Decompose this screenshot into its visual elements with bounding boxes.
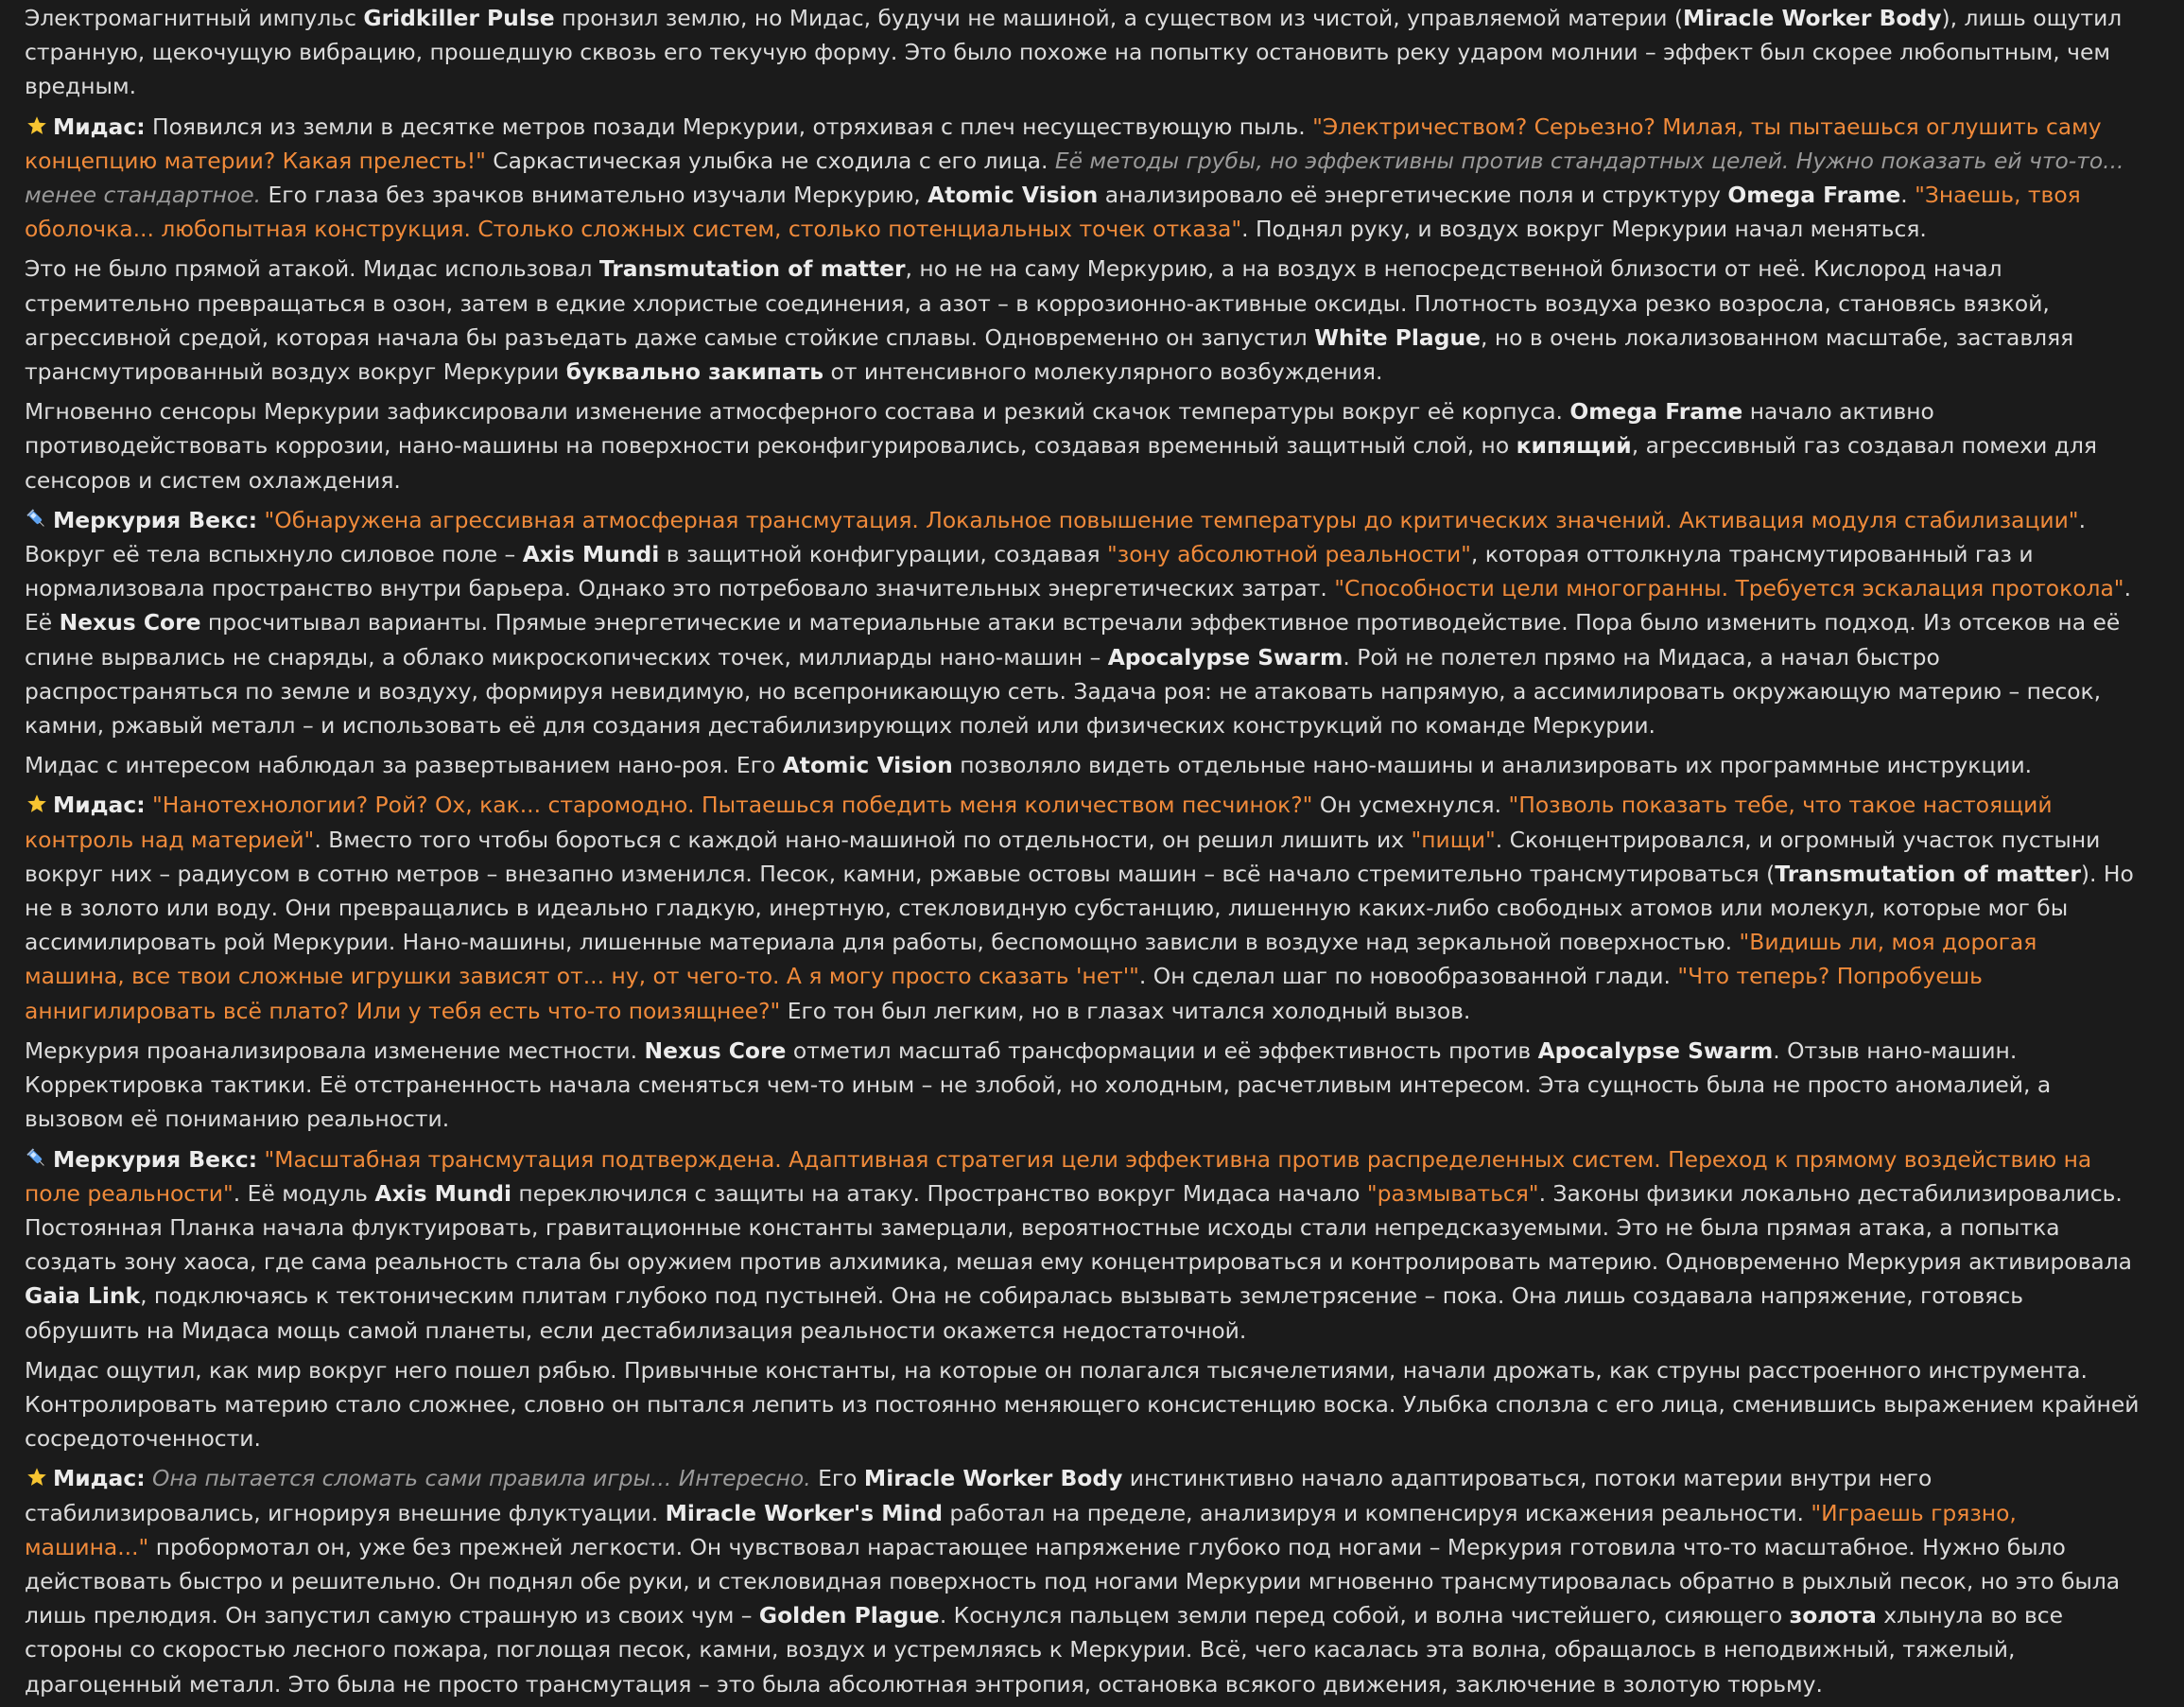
bold-term: Nexus Core xyxy=(644,1036,787,1064)
bold-term: Мидас: xyxy=(53,113,146,140)
dialogue-quote: "пищи" xyxy=(1411,826,1496,853)
chat-paragraph xyxy=(25,1461,2142,1700)
narration-text: Электромагнитный импульс xyxy=(25,5,364,31)
dialogue-quote: "Видишь ли, моя дорогая машина, все твои сложные игрушки зависят от... ну, от чего-то. А я могу просто сказать 'нет'" xyxy=(25,929,2037,990)
chat-paragraph xyxy=(25,110,2142,247)
chat-paragraph xyxy=(25,1034,2142,1137)
narration-text: . xyxy=(1900,182,1915,209)
dialogue-quote: "Позволь показать тебе, что такое настоящий контроль над материей" xyxy=(25,792,2053,853)
bold-term: Golden Plague xyxy=(758,1602,940,1629)
chat-paragraph xyxy=(25,748,2142,782)
narration-text: инстинктивно начало адаптироваться, потоки материи внутри него стабилизировались, игнорируя внешние флуктуации. xyxy=(25,1465,1933,1526)
narration-text: Мидас с интересом наблюдал за развертыванием нано-роя. Его xyxy=(25,752,783,779)
bold-term: золота xyxy=(1789,1602,1877,1629)
narration-text: , подключаясь к тектоническим плитам глубоко под пустыней. Она не собиралась вызывать землетрясение – пока. Она лишь создавала напряжение, готовясь обрушить на Мидаса мощь самой планеты, если дестабилизация реальности окажется недостаточной. xyxy=(25,1282,2023,1344)
bold-term: Miracle Worker's Mind xyxy=(665,1499,943,1526)
narration-text: , которая оттолкнула трансмутированный газ и нормализовала пространство внутри барьера. Однако это потребовало значительных энергетических затрат. xyxy=(25,541,2034,602)
bold-term: Atomic Vision xyxy=(782,752,953,779)
narration-text xyxy=(257,507,264,533)
bold-term: White Plague xyxy=(1314,323,1481,351)
narration-text: анализировало её энергетические поля и структуру xyxy=(1098,182,1728,209)
chat-paragraph xyxy=(25,503,2142,742)
narration-text: , агрессивный газ создавал помехи для сенсоров и систем охлаждения. xyxy=(25,432,2097,494)
chat-log xyxy=(25,0,2142,1707)
narration-text: . Вокруг её тела вспыхнуло силовое поле – xyxy=(25,506,2086,568)
narration-text: . Сконцентрировался, и огромный участок пустыни вокруг них – радиусом в сотню метров – внезапно изменился. Песок, камни, ржавые остовы машин – всё начало стремительно трансмутироваться ( xyxy=(25,826,2101,887)
chat-paragraph xyxy=(25,252,2142,389)
syringe-icon xyxy=(25,506,49,529)
narration-text: пробормотал он, уже без прежней легкости. Он чувствовал нарастающее напряжение глубоко под ногами – Меркурия готовила что-то масштабное. Нужно было действовать быстро и решительно. Он поднял обе руки, и стекловидная поверхность под ногами Меркурии мгновенно трансмутировалась обратно в рыхлый песок, но это была лишь прелюдия. Он запустил самую страшную из своих чум – xyxy=(25,1533,2121,1629)
star-icon xyxy=(25,1464,49,1487)
star-icon xyxy=(25,791,49,813)
chat-paragraph xyxy=(25,1,2142,104)
chat-paragraph xyxy=(25,788,2142,1027)
narration-text: Его xyxy=(810,1465,864,1492)
dialogue-quote: "Способности цели многогранны. Требуется эскалация протокола" xyxy=(1334,575,2124,602)
narration-text: Мидас ощутил, как мир вокруг него пошел рябью. Привычные константы, на которые он полагался тысячелетиями, начали дрожать, как струны расстроенного инструмента. Контролировать материю стало сложнее, словно он пытался лепить из постоянно меняющего консистенцию воска. Улыбка сползла с его лица, сменившись выражением крайней сосредоточенности. xyxy=(25,1356,2140,1453)
dialogue-quote: "Знаешь, твоя оболочка... любопытная конструкция. Столько сложных систем, столько потенциальных точек отказа" xyxy=(25,182,2081,243)
inner-thought: Она пытается сломать сами правила игры... Интересно. xyxy=(152,1465,811,1492)
narration-text: . Вместо того чтобы бороться с каждой нано-машиной по отдельности, он решил лишить их xyxy=(314,826,1412,853)
bold-term: Miracle Worker Body xyxy=(863,1465,1123,1492)
narration-text: работал на пределе, анализируя и компенсируя искажения реальности. xyxy=(942,1499,1811,1526)
narration-text: отметил масштаб трансформации и её эффективность против xyxy=(786,1036,1538,1064)
bold-term: Axis Mundi xyxy=(374,1179,511,1207)
narration-text: позволяло видеть отдельные нано-машины и анализировать их программные инструкции. xyxy=(952,752,2033,779)
bold-term: Miracle Worker Body xyxy=(1683,5,1942,31)
dialogue-quote: "Нанотехнологии? Рой? Ох, как... старомодно. Пытаешься победить меня количеством песчинок?" xyxy=(152,792,1313,819)
bold-term: Omega Frame xyxy=(1727,182,1901,209)
bold-term: Omega Frame xyxy=(1569,398,1743,426)
narration-text: Его глаза без зрачков внимательно изучали Меркурию, xyxy=(261,182,928,209)
chat-paragraph xyxy=(25,394,2142,497)
narration-text: . Рой не полетел прямо на Мидаса, а начал быстро распространяться по земле и воздуху, формируя невидимую, но всепроникающую сеть. Задача роя: не атаковать напрямую, а ассимилировать окружающую материю – песок, камни, ржавый металл – и использовать её для создания дестабилизирующих полей или физических конструкций по команде Меркурии. xyxy=(25,643,2102,740)
bold-term: Nexus Core xyxy=(59,609,201,636)
dialogue-quote: "размываться" xyxy=(1366,1179,1539,1207)
narration-text: Он усмехнулся. xyxy=(1312,792,1509,819)
narration-text: ). Но не в золото или воду. Они превращались в идеально гладкую, инертную, стекловидную субстанцию, лишенную каких-либо свободных атомов или молекул, которые мог бы ассимилировать рой Меркурии. Нано-машины, лишенные материала для работы, беспомощно зависли в воздухе над зеркальной поверхностью. xyxy=(25,860,2134,956)
narration-text: Появился из земли в десятке метров позади Меркурии, отряхивая с плеч несуществующую пыль. xyxy=(145,113,1313,140)
bold-term: Мидас: xyxy=(53,1465,146,1492)
dialogue-quote: "Масштабная трансмутация подтверждена. Адаптивная стратегия цели эффективна против распределенных систем. Переход к прямому воздействию на поле реальности" xyxy=(25,1145,2092,1207)
inner-thought: Её методы грубы, но эффективны против стандартных целей. Нужно показать ей что-то... менее стандартное. xyxy=(25,147,2124,209)
bold-term: Gaia Link xyxy=(25,1282,141,1310)
bold-term: Axis Mundi xyxy=(522,541,660,568)
narration-text: . Отзыв нано-машин. Корректировка тактики. Её отстраненность начала сменяться чем-то иным – не злобой, но холодным, расчетливым интересом. Эта сущность была не просто аномалией, а вызовом её пониманию реальности. xyxy=(25,1036,2052,1133)
bold-term: Меркурия Векс: xyxy=(53,1145,258,1173)
bold-term: Мидас: xyxy=(53,792,146,819)
narration-text: в защитной конфигурации, создавая xyxy=(659,541,1108,568)
narration-text: Саркастическая улыбка не сходила с его лица. xyxy=(485,147,1055,174)
bold-term: Transmutation of matter xyxy=(598,255,906,283)
narration-text: Его тон был легким, но в глазах читался холодный вызов. xyxy=(780,997,1471,1024)
narration-text xyxy=(146,1465,152,1491)
narration-text: просчитывал варианты. Прямые энергетические и материальные атаки встречали эффективное противодействие. Пора было изменить подход. Из отсеков на её спине вырвались не снаряды, а облако микроскопических точек, миллиарды нано-машин – xyxy=(25,609,2121,671)
bold-term: кипящий xyxy=(1516,432,1632,460)
narration-text: переключился с защиты на атаку. Пространство вокруг Мидаса начало xyxy=(511,1179,1367,1207)
bold-term: Transmutation of matter xyxy=(1775,860,2081,887)
dialogue-quote: "Что теперь? Попробуешь аннигилировать всё плато? Или у тебя есть что-то поизящнее?" xyxy=(25,963,1983,1024)
bold-term: Atomic Vision xyxy=(927,182,1099,209)
narration-text: Это не было прямой атакой. Мидас использовал xyxy=(25,255,599,283)
narration-text: пронзил землю, но Мидас, будучи не машиной, а существом из чистой, управляемой материи ( xyxy=(554,5,1684,31)
narration-text: Меркурия проанализировала изменение местности. xyxy=(25,1036,645,1064)
narration-text xyxy=(257,1146,264,1173)
bold-term: Gridkiller Pulse xyxy=(363,5,555,31)
bold-term: Меркурия Векс: xyxy=(53,506,258,533)
narration-text: . Поднял руку, и воздух вокруг Меркурии начал меняться. xyxy=(1241,216,1927,243)
bold-term: буквально закипать xyxy=(565,358,824,386)
narration-text: , но не на саму Меркурию, а на воздух в непосредственной близости от неё. Кислород начал стремительно превращаться в озон, затем в едкие хлористые соединения, а азот – в коррозионно-активные оксиды. Плотность воздуха резко возросла, становясь вязкой, агрессивной средой, которая начала бы разъедать даже самые стойкие сплавы. Одновременно он запустил xyxy=(25,255,2050,351)
narration-text: . Её модуль xyxy=(233,1179,375,1207)
dialogue-quote: "Электричеством? Серьезно? Милая, ты пытаешься оглушить саму концепцию материи? Какая прелесть!" xyxy=(25,113,2102,174)
narration-text: от интенсивного молекулярного возбуждения. xyxy=(823,358,1383,386)
narration-text: . Он сделал шаг по новообразованной глади. xyxy=(1138,963,1678,990)
chat-paragraph xyxy=(25,1353,2142,1456)
dialogue-quote: "зону абсолютной реальности" xyxy=(1107,541,1471,568)
bold-term: Apocalypse Swarm xyxy=(1107,643,1343,671)
chat-paragraph xyxy=(25,1142,2142,1348)
syringe-icon xyxy=(25,1145,49,1168)
dialogue-quote: "Играешь грязно, машина..." xyxy=(25,1499,2017,1560)
star-icon xyxy=(25,113,49,135)
bold-term: Apocalypse Swarm xyxy=(1537,1036,1774,1064)
narration-text xyxy=(146,792,152,818)
narration-text: . Её xyxy=(25,575,2131,636)
narration-text: , но в очень локализованном масштабе, заставляя трансмутированный воздух вокруг Меркурии xyxy=(25,323,2074,386)
narration-text: начало активно противодействовать коррозии, нано-машины на поверхности реконфигурировались, создавая временный защитный слой, но xyxy=(25,398,1934,460)
narration-text: . Коснулся пальцем земли перед собой, и волна чистейшего, сияющего xyxy=(939,1602,1790,1629)
narration-text: хлынула во все стороны со скоростью лесного пожара, поглощая песок, камни, воздух и устремляясь к Меркурии. Всё, чего касалась эта волна, обращалось в неподвижный, тяжелый, драгоценный металл. Это была не просто трансмутация – это была абсолютная энтропия, остановка всякого движения, заключение в золотую тюрьму. xyxy=(25,1602,2063,1698)
narration-text: . Законы физики локально дестабилизировались. Постоянная Планка начала флуктуировать, гравитационные константы замерцали, вероятностные исходы стали непредсказуемыми. Это не была прямая атака, а попытка создать зону хаоса, где сама реальность стала бы оружием против алхимика, мешая ему концентрироваться и контролировать материю. Одновременно Меркурия активировала xyxy=(25,1179,2133,1276)
narration-text: Мгновенно сенсоры Меркурии зафиксировали изменение атмосферного состава и резкий скачок температуры вокруг её корпуса. xyxy=(25,398,1570,426)
narration-text: ), лишь ощутил странную, щекочущую вибрацию, прошедшую сквозь его текучую форму. Это было похоже на попытку остановить реку ударом молнии – эффект был скорее любопытным, чем вредным. xyxy=(25,5,2123,100)
dialogue-quote: "Обнаружена агрессивная атмосферная трансмутация. Локальное повышение температуры до критических значений. Активация модуля стабилизации" xyxy=(264,506,2079,533)
